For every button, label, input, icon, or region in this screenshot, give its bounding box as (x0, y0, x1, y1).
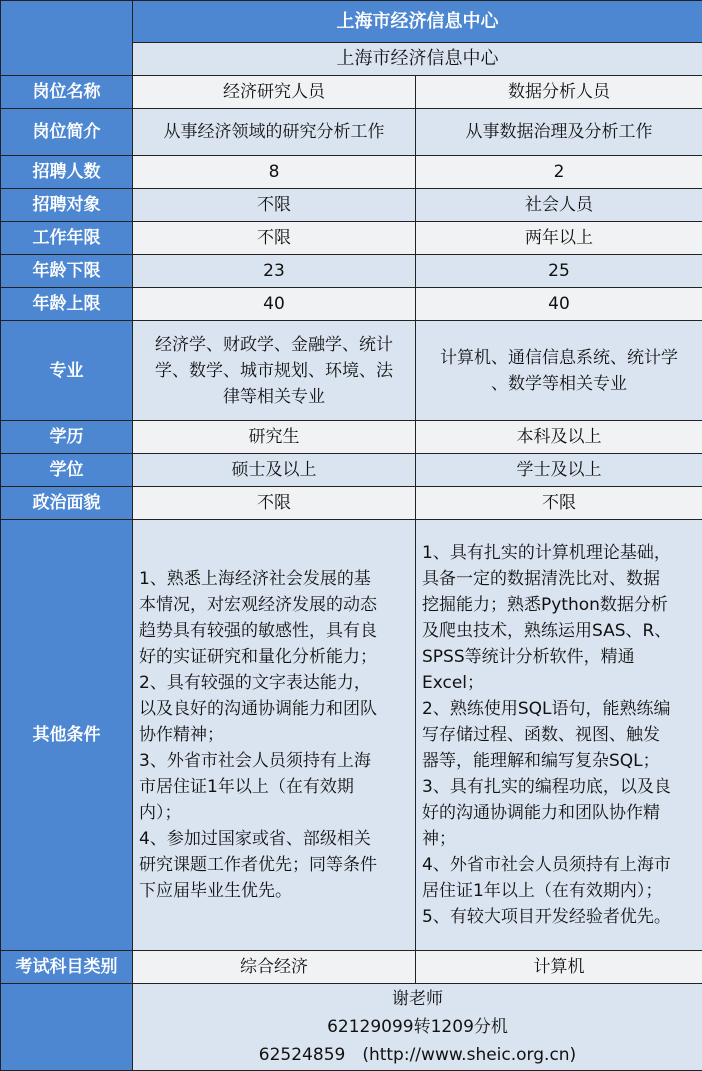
row-label: 其他条件 (1, 520, 133, 951)
table-row (1, 288, 702, 321)
cell-economic-researcher: 综合经济 (133, 951, 416, 984)
table-row (1, 76, 702, 109)
table-row (1, 951, 702, 984)
row-label: 年龄上限 (1, 288, 133, 321)
cell-economic-researcher: 研究生 (133, 421, 416, 454)
cell-data-analyst: 1、具有扎实的计算机理论基础， 具备一定的数据清洗比对、数据 挖掘能力；熟悉Python数据分析 及爬虫技术，熟练运用SAS、R、 SPSS等统计分析软件，精通 Excel； 2、熟练使用SQL语句，能熟练编 写存储过程、函数、视图、触发 器等，能理解和编写复杂SQL； 3、具有扎实的编程功底，以及良 好的沟通协调能力和团队协作精 神； 4、外省市社会人员须持有上海市 居住证1年以上（在有效期内）； 5、有较大项目开发经验者优先。 (416, 520, 702, 951)
cell-data-analyst: 不限 (416, 487, 702, 520)
cell-data-analyst: 两年以上 (416, 222, 702, 255)
cell-economic-researcher: 硕士及以上 (133, 454, 416, 487)
cell-data-analyst: 25 (416, 255, 702, 288)
row-label: 招聘人数 (1, 156, 133, 189)
cell-economic-researcher: 从事经济领域的研究分析工作 (133, 109, 416, 156)
cell-economic-researcher: 经济研究人员 (133, 76, 416, 109)
cell-economic-researcher: 不限 (133, 487, 416, 520)
table-row (1, 321, 702, 421)
cell-economic-researcher: 23 (133, 255, 416, 288)
contact-label (1, 984, 133, 1071)
table-row (1, 156, 702, 189)
cell-data-analyst: 数据分析人员 (416, 76, 702, 109)
row-label: 专业 (1, 321, 133, 421)
cell-economic-researcher: 不限 (133, 222, 416, 255)
row-label: 岗位名称 (1, 76, 133, 109)
row-label: 学位 (1, 454, 133, 487)
contact-info: 谢老师 62129099转1209分机 62524859 (http://www.sheic.org.cn) (133, 984, 702, 1071)
cell-economic-researcher: 经济学、财政学、金融学、统计 学、数学、城市规划、环境、法 律等相关专业 (133, 321, 416, 421)
row-label: 政治面貌 (1, 487, 133, 520)
table-row (1, 255, 702, 288)
cell-data-analyst: 本科及以上 (416, 421, 702, 454)
cell-data-analyst: 计算机 (416, 951, 702, 984)
cell-data-analyst: 40 (416, 288, 702, 321)
cell-data-analyst: 社会人员 (416, 189, 702, 222)
cell-data-analyst: 2 (416, 156, 702, 189)
cell-economic-researcher: 40 (133, 288, 416, 321)
row-label: 工作年限 (1, 222, 133, 255)
row-label: 岗位简介 (1, 109, 133, 156)
table-row (1, 109, 702, 156)
row-label: 招聘对象 (1, 189, 133, 222)
corner-cell (1, 1, 133, 76)
table-row (1, 520, 702, 951)
table-row (1, 222, 702, 255)
table-row (1, 421, 702, 454)
table-subtitle: 上海市经济信息中心 (133, 43, 702, 76)
table-row (1, 454, 702, 487)
table-title: 上海市经济信息中心 (133, 1, 702, 43)
table-row (1, 487, 702, 520)
row-label: 考试科目类别 (1, 951, 133, 984)
row-label: 年龄下限 (1, 255, 133, 288)
cell-economic-researcher: 8 (133, 156, 416, 189)
cell-economic-researcher: 1、熟悉上海经济社会发展的基 本情况，对宏观经济发展的动态 趋势具有较强的敏感性，具有良 好的实证研究和量化分析能力； 2、具有较强的文字表达能力， 以及良好的沟通协调能力和团队 协作精神； 3、外省市社会人员须持有上海 市居住证1年以上（在有效期 内）； 4、参加过国家或省、部级相关 研究课题工作者优先；同等条件 下应届毕业生优先。 (133, 520, 416, 951)
row-label: 学历 (1, 421, 133, 454)
cell-data-analyst: 从事数据治理及分析工作 (416, 109, 702, 156)
cell-economic-researcher: 不限 (133, 189, 416, 222)
cell-data-analyst: 学士及以上 (416, 454, 702, 487)
table-row (1, 189, 702, 222)
cell-data-analyst: 计算机、通信信息系统、统计学 、数学等相关专业 (416, 321, 702, 421)
